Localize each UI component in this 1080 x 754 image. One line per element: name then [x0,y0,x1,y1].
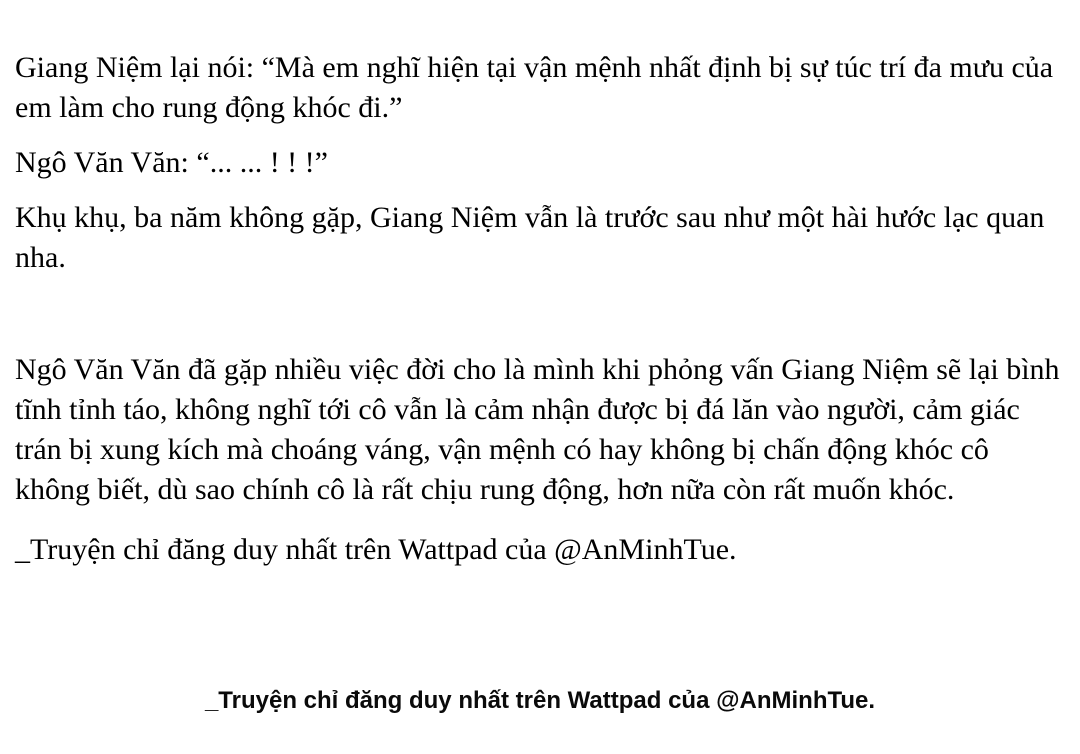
story-paragraph-narration-1: Khụ khụ, ba năm không gặp, Giang Niệm vẫn là trước sau như một hài hước lạc quan nha. [15,201,1045,274]
watermark [0,686,1080,716]
story-paragraph-dialogue-2: Ngô Văn Văn: “... ... ! ! !” [15,146,328,179]
story-paragraph-dialogue-1: Giang Niệm lại nói: “Mà em nghĩ hiện tại vận mệnh nhất định bị sự túc trí đa mưu của em làm cho rung động khóc đi.” [15,51,1054,124]
story-paragraph-narration-2: Ngô Văn Văn đã gặp nhiều việc đời cho là mình khi phỏng vấn Giang Niệm sẽ lại bình tĩnh tỉnh táo, không nghĩ tới cô vẫn là cảm nhận được bị đá lăn vào người, cảm giác trán bị xung kích mà choáng váng, vận mệnh có hay không bị chấn động khóc cô không biết, dù sao chính cô là rất chịu rung động, hơn nữa còn rất muốn khóc. [15,353,1060,506]
story-text-block [15,48,1067,585]
author-note-line: _Truyện chỉ đăng duy nhất trên Wattpad của @AnMinhTue. [15,533,737,566]
watermark-text: _Truyện chỉ đăng duy nhất trên Wattpad của @AnMinhTue. [204,687,876,714]
